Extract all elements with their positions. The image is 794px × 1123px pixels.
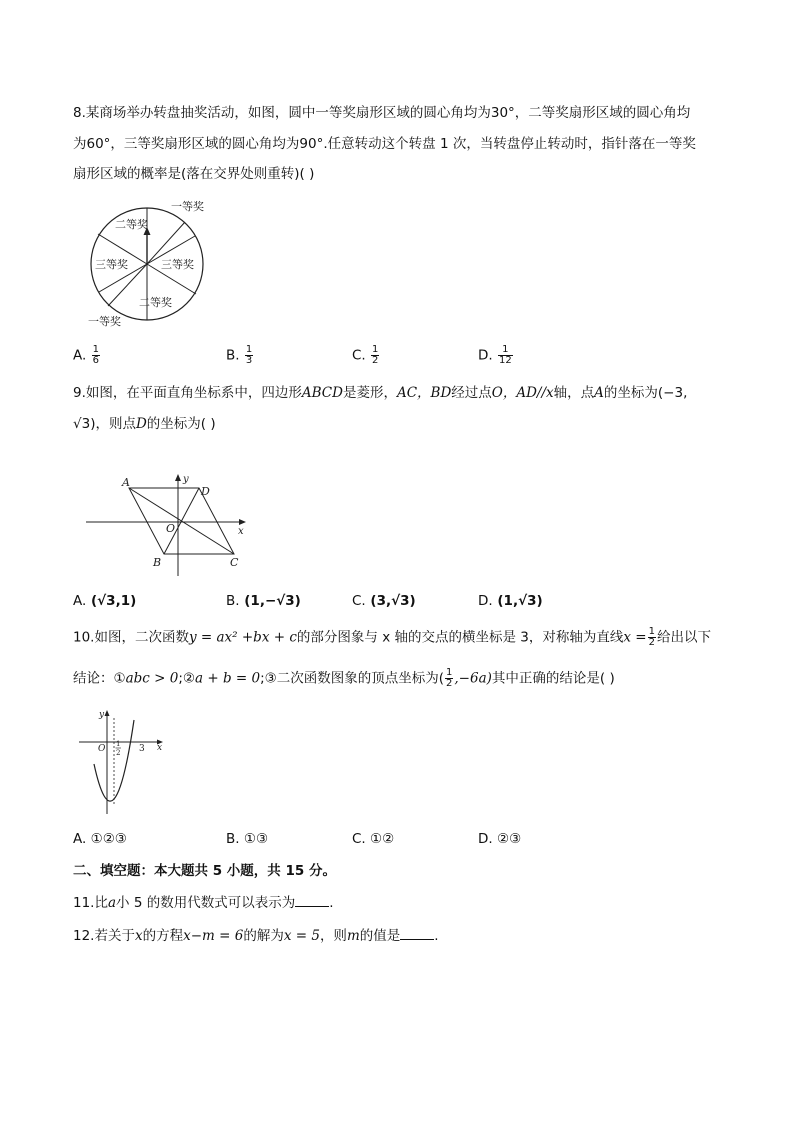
- q11-line: 11.比a小 5 的数用代数式可以表示为 .: [73, 892, 334, 913]
- parabola-x-label: x: [157, 743, 163, 753]
- q9-option-a: A. (√3,1): [73, 593, 137, 609]
- q8-option-b: B. $\frac{1}{3}$: [226, 344, 253, 366]
- q8-option-d: D. $\frac{1}{12}$: [478, 344, 512, 366]
- q10-line-2: 结论：①abc > 0;②a + b = 0;③二次函数图象的顶点坐标为( $\frac{1}{2}$ ,−6a)其中正确的结论是( ): [73, 667, 615, 689]
- q10-option-c: C. ①②: [352, 831, 395, 847]
- label-second-prize-bottom: 二等奖: [139, 296, 172, 309]
- section-2-heading: 二、填空题：本大题共 5 小题，共 15 分。: [73, 863, 336, 879]
- half-num-label: 1: [116, 740, 121, 748]
- point-c-label: C: [230, 556, 239, 569]
- q8-line-1: 8.某商场举办转盘抽奖活动，如图，圆中一等奖扇形区域的圆心角均为30°，二等奖扇形区域的圆心角均: [73, 105, 691, 121]
- half-den-label: 2: [116, 749, 121, 757]
- q9-option-c: C. (3,√3): [352, 593, 416, 609]
- q9-option-b: B. (1,−√3): [226, 593, 301, 609]
- parabola-y-label: y: [99, 710, 105, 720]
- label-third-prize-left: 三等奖: [95, 258, 128, 271]
- q12-line: 12.若关于x的方程x−m = 6的解为x = 5，则m的值是 .: [73, 925, 439, 946]
- origin-label: O: [166, 522, 176, 535]
- q9-line-2: √3)，则点D的坐标为( ): [73, 416, 216, 432]
- q10-option-d: D. ②③: [478, 831, 522, 847]
- q8-option-a: A. $\frac{1}{6}$: [73, 344, 99, 366]
- label-first-prize-top: 一等奖: [171, 200, 204, 213]
- q8-option-a-fraction: $\frac{1}{6}$: [92, 344, 99, 366]
- q11-answer-blank[interactable]: [295, 892, 329, 907]
- q10-axis-fraction: $\frac{1}{2}$: [648, 626, 655, 648]
- q12-answer-blank[interactable]: [400, 925, 434, 940]
- point-a-label: A: [122, 476, 130, 489]
- q8-option-b-fraction: $\frac{1}{3}$: [245, 344, 253, 366]
- spinner-figure: [85, 196, 215, 332]
- x-axis-label: x: [238, 526, 244, 537]
- q10-option-b: B. ①③: [226, 831, 269, 847]
- q10-vertex-fraction: $\frac{1}{2}$: [446, 667, 453, 689]
- q8-line-2: 为60°，三等奖扇形区域的圆心角均为90°.任意转动这个转盘 1 次，当转盘停止转动时，指针落在一等奖: [73, 136, 696, 152]
- q9-line-1: 9.如图，在平面直角坐标系中，四边形ABCD是菱形，AC，BD经过点O，AD//x轴，点A的坐标为(−3,: [73, 385, 688, 401]
- point-b-label: B: [153, 556, 162, 569]
- root-three-label: 3: [139, 744, 145, 754]
- q8-line-3: 扇形区域的概率是(落在交界处则重转)( ): [73, 166, 315, 182]
- parabola-figure: [77, 706, 169, 816]
- q8-option-c: C. $\frac{1}{2}$: [352, 344, 379, 366]
- rhombus-figure: [84, 470, 254, 578]
- parabola-origin-label: O: [98, 744, 106, 754]
- point-d-label: D: [201, 485, 210, 498]
- q10-line-1: 10.如图，二次函数y = ax² +bx + c的部分图象与 x 轴的交点的横坐标是 3，对称轴为直线x = $\frac{1}{2}$ 给出以下: [73, 626, 711, 648]
- q9-option-d: D. (1,√3): [478, 593, 543, 609]
- label-second-prize-top: 二等奖: [115, 218, 148, 231]
- q8-option-c-fraction: $\frac{1}{2}$: [372, 344, 379, 366]
- label-first-prize-bottom: 一等奖: [88, 315, 121, 328]
- y-axis-label: y: [183, 474, 189, 485]
- q10-option-a: A. ①②③: [73, 831, 127, 847]
- label-third-prize-right: 三等奖: [161, 258, 194, 271]
- q8-option-d-fraction: $\frac{1}{12}$: [498, 344, 512, 366]
